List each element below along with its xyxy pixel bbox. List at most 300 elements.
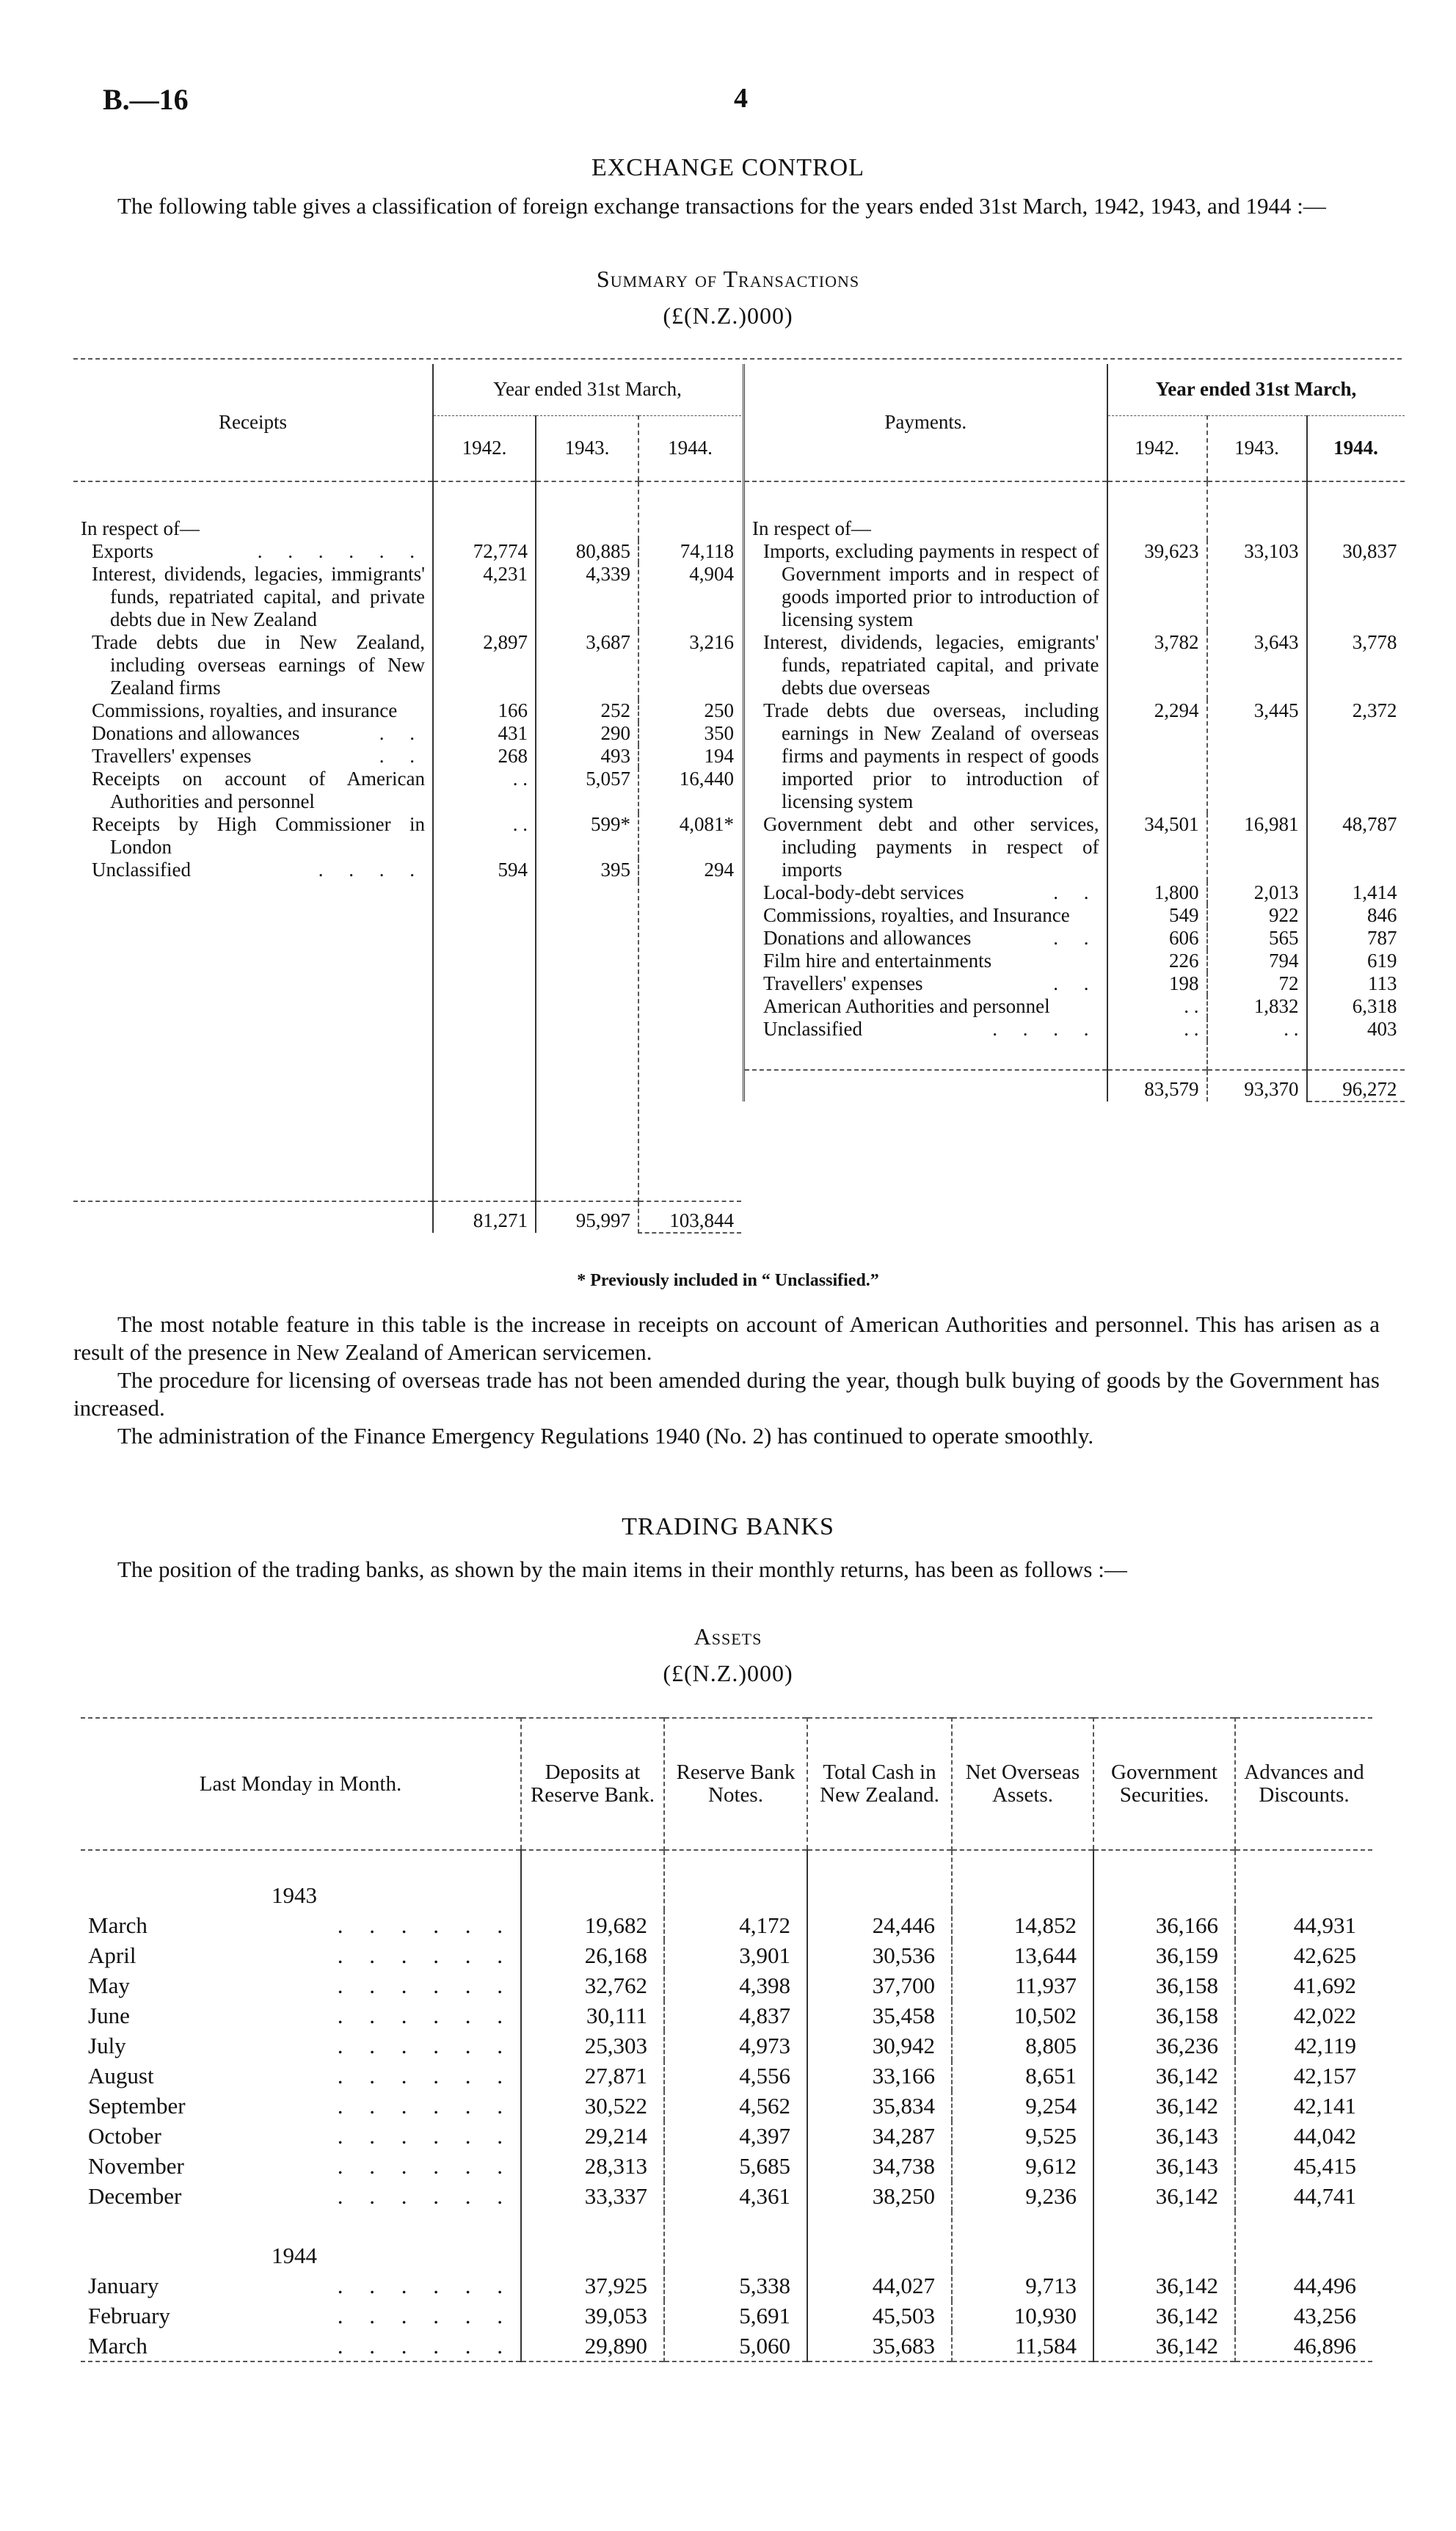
value-net: 8,651 [952,2061,1093,2091]
payments-spacer-row [744,1041,1405,1070]
value-reserve: 4,556 [664,2061,807,2091]
receipts-value-1942: 72,774 [433,540,536,563]
row-label-text: Travellers' expenses [92,745,252,767]
month-label [81,2151,521,2181]
year-row [81,2211,1372,2270]
value-total: 45,503 [807,2301,952,2331]
value-government: 36,142 [1093,2270,1235,2301]
commentary-paragraph: The administration of the Finance Emergency Regulations 1940 (No. 2) has continued to operate smoothly. [117,1423,1094,1449]
payments-value-1943: . . [1207,1018,1307,1041]
value-net: 10,502 [952,2000,1093,2031]
value-deposits: 27,871 [521,2061,664,2091]
receipts-intro-text: In respect of— [81,517,200,539]
month-name: December [88,2183,182,2209]
leader-dots: . . . . . . [337,2033,513,2058]
receipts-row-label [73,631,433,699]
month-label [81,1970,521,2000]
receipts-row-label [73,859,433,881]
table-row [73,768,741,813]
receipts-empty-cell [638,481,741,540]
row-label-text: Trade debts due overseas, including earnings in New Zealand of overseas firms and payments in respect of goods imported prior to introduction of licensing system [763,699,1099,812]
column-header-0: Last Monday in Month. [199,1771,402,1796]
value-net: 11,584 [952,2331,1093,2361]
table-row [81,2061,1372,2091]
payments-total-1943: 93,370 [1207,1070,1307,1101]
value-government: 36,159 [1093,1940,1235,1970]
month-label [81,2301,521,2331]
empty-cell [952,1850,1093,1910]
row-label-text: Commissions, royalties, and Insurance [763,904,1070,926]
value-advances: 45,415 [1235,2151,1372,2181]
payments-value-1944: 113 [1307,972,1405,995]
table-row [744,927,1405,950]
receipts-value-1943: 252 [536,699,638,722]
value-total: 34,738 [807,2151,952,2181]
table-row [744,813,1405,881]
table-row [73,540,741,563]
receipts-value-1944: 3,216 [638,631,741,699]
month-name: April [88,1942,136,1968]
receipts-value-1943: 290 [536,722,638,745]
payments-value-1943: 1,832 [1207,995,1307,1018]
value-total: 33,166 [807,2061,952,2091]
row-label-text: Government debt and other services, including payments in respect of imports [763,813,1099,881]
value-advances: 43,256 [1235,2301,1372,2331]
exchange-intro-text: The following table gives a classification of foreign exchange transactions for the years ended 31st March, 1942, 1943, and 1944 :— [117,193,1326,219]
empty-cell [807,1850,952,1910]
value-reserve: 5,691 [664,2301,807,2331]
value-reserve: 5,685 [664,2151,807,2181]
leader-dots: . . [1053,881,1099,903]
value-government: 36,166 [1093,1910,1235,1940]
receipts-value-1943: 5,057 [536,768,638,813]
table-row [744,540,1405,631]
table-row [73,813,741,859]
receipts-totals-row [73,1201,741,1233]
value-reserve: 4,562 [664,2091,807,2121]
payments-value-1944: 2,372 [1307,699,1405,813]
row-label-text: Interest, dividends, legacies, emigrants' funds, repatriated capital, and private debts due overseas [763,631,1099,699]
banks-intro [73,1556,1380,1584]
row-label-text: Trade debts due in New Zealand, including overseas earnings of New Zealand firms [92,631,425,699]
payments-row-label [744,631,1107,699]
value-total: 24,446 [807,1910,952,1940]
page-number: 4 [734,83,748,114]
value-government: 36,142 [1093,2061,1235,2091]
spacer [73,881,433,1201]
payments-value-1943: 794 [1207,950,1307,972]
receipts-value-1943: 395 [536,859,638,881]
payments-value-1943: 33,103 [1207,540,1307,631]
receipts-value-1942: 4,231 [433,563,536,631]
leader-dots: . . . . . . [337,2303,513,2328]
value-net: 13,644 [952,1940,1093,1970]
value-advances: 42,157 [1235,2061,1372,2091]
value-deposits: 29,214 [521,2121,664,2151]
row-label-text: Receipts by High Commissioner in London [92,813,425,858]
receipts-table [73,364,741,1234]
table-row [81,2151,1372,2181]
payments-value-1943: 3,445 [1207,699,1307,813]
receipts-row-label [73,768,433,813]
payments-value-1942: 198 [1107,972,1207,995]
month-name: November [88,2153,184,2179]
column-header-1: Deposits at Reserve Bank. [521,1718,664,1850]
payments-row-label [744,904,1107,927]
leader-dots: . . [379,745,425,767]
month-name: March [88,2333,148,2359]
month-label [81,2331,521,2361]
value-deposits: 39,053 [521,2301,664,2331]
assets-table-title: Assets [694,1623,762,1650]
row-label-text: Commissions, royalties, and insurance [92,699,398,721]
value-total: 44,027 [807,2270,952,2301]
value-advances: 44,741 [1235,2181,1372,2211]
receipts-empty-cell [536,481,638,540]
payments-value-1942: 549 [1107,904,1207,927]
receipts-header: Receipts [73,364,433,481]
table-row [73,859,741,881]
leader-dots: . . [379,722,425,744]
month-label [81,2270,521,2301]
exchange-intro [73,192,1380,220]
commentary-paragraph: The procedure for licensing of overseas trade has not been amended during the year, though bulk buying of goods by the Government has increased. [73,1367,1380,1421]
table-row [81,1910,1372,1940]
table-row [73,699,741,722]
table-row [81,2301,1372,2331]
payments-row-label [744,995,1107,1018]
value-deposits: 30,522 [521,2091,664,2121]
table-row [744,699,1405,813]
value-government: 36,143 [1093,2121,1235,2151]
payments-row-label [744,950,1107,972]
empty-cell [1235,1850,1372,1910]
month-name: October [88,2123,161,2149]
receipts-value-1942: 2,897 [433,631,536,699]
banks-intro-text: The position of the trading banks, as shown by the main items in their monthly returns, has been as follows :— [117,1556,1127,1582]
row-label-text: Unclassified [92,859,191,881]
receipts-row-label [73,813,433,859]
payments-value-1942: 606 [1107,927,1207,950]
payments-value-1942: 3,782 [1107,631,1207,699]
payments-value-1943: 2,013 [1207,881,1307,904]
value-deposits: 32,762 [521,1970,664,2000]
table-row [744,1018,1405,1041]
leader-dots: . . . . . . [337,2153,513,2179]
month-name: March [88,1912,148,1938]
row-label-text: Local-body-debt services [763,881,964,903]
value-government: 36,236 [1093,2031,1235,2061]
value-total: 37,700 [807,1970,952,2000]
table-row [73,563,741,631]
receipts-value-1943: 4,339 [536,563,638,631]
payments-value-1942: 2,294 [1107,699,1207,813]
receipts-value-1944: 4,904 [638,563,741,631]
column-header-6: Advances and Discounts. [1235,1718,1372,1850]
year-label: 1944 [272,2243,317,2268]
value-net: 8,805 [952,2031,1093,2061]
value-net: 9,612 [952,2151,1093,2181]
exchange-commentary [73,1311,1380,1450]
month-label [81,1940,521,1970]
payments-value-1943: 922 [1207,904,1307,927]
value-reserve: 4,361 [664,2181,807,2211]
empty-cell [952,2211,1093,2270]
payments-row-label [744,881,1107,904]
value-net: 9,254 [952,2091,1093,2121]
payments-total-1942: 83,579 [1107,1070,1207,1101]
value-reserve: 4,973 [664,2031,807,2061]
payments-value-1942: . . [1107,995,1207,1018]
receipts-intro-label [73,481,433,540]
month-name: August [88,2063,154,2088]
receipts-row-label [73,745,433,768]
receipts-value-1944: 294 [638,859,741,881]
payments-year-1944: 1944. [1307,415,1405,481]
receipts-spacer-row [73,881,741,1201]
month-label [81,2061,521,2091]
value-advances: 44,496 [1235,2270,1372,2301]
value-advances: 46,896 [1235,2331,1372,2361]
row-label-text: American Authorities and personnel [763,995,1050,1017]
payments-value-1942: 1,800 [1107,881,1207,904]
value-deposits: 25,303 [521,2031,664,2061]
value-reserve: 4,398 [664,1970,807,2000]
payments-value-1944: 30,837 [1307,540,1405,631]
row-label-text: Unclassified [763,1018,862,1040]
value-total: 35,683 [807,2331,952,2361]
exchange-control-heading: EXCHANGE CONTROL [591,154,865,181]
receipts-intro-row [73,481,741,540]
leader-dots: . . . . . . [337,2183,513,2209]
empty-cell [664,1850,807,1910]
value-deposits: 26,168 [521,1940,664,1970]
value-total: 35,458 [807,2000,952,2031]
payments-empty-cell [1207,481,1307,540]
payments-value-1944: 787 [1307,927,1405,950]
month-label [81,2091,521,2121]
value-total: 30,942 [807,2031,952,2061]
value-deposits: 37,925 [521,2270,664,2301]
payments-table [743,364,1405,1102]
summary-table-top-rule [73,358,1402,360]
receipts-empty-cell [433,481,536,540]
receipts-value-1943: 599* [536,813,638,859]
spacer [744,1041,1107,1070]
row-label-text: Imports, excluding payments in respect of Government imports and in respect of goods imported prior to introduction of licensing system [763,540,1099,630]
leader-dots: . . . . [992,1018,1099,1040]
value-reserve: 4,172 [664,1910,807,1940]
table-row [81,1940,1372,1970]
trading-banks-heading: TRADING BANKS [622,1513,834,1540]
value-reserve: 3,901 [664,1940,807,1970]
value-total: 38,250 [807,2181,952,2211]
receipts-value-1944: 350 [638,722,741,745]
assets-units: (£(N.Z.)000) [663,1660,793,1686]
payments-row-label [744,927,1107,950]
receipts-value-1943: 493 [536,745,638,768]
payments-value-1944: 403 [1307,1018,1405,1041]
table-row [81,1970,1372,2000]
year-label: 1943 [272,1882,317,1908]
leader-dots: . . . . . . [337,2273,513,2298]
receipts-value-1942: 431 [433,722,536,745]
receipts-value-1943: 3,687 [536,631,638,699]
value-advances: 42,141 [1235,2091,1372,2121]
leader-dots: . . . . . . [337,2123,513,2149]
leader-dots: . . [1053,927,1099,949]
payments-value-1942: 34,501 [1107,813,1207,881]
spacer [433,881,536,1201]
payments-value-1944: 3,778 [1307,631,1405,699]
year-row [81,1850,1372,1910]
value-deposits: 28,313 [521,2151,664,2181]
payments-value-1944: 1,414 [1307,881,1405,904]
table-row [744,950,1405,972]
value-advances: 42,625 [1235,1940,1372,1970]
receipts-total-1944: 103,844 [638,1201,741,1233]
month-name: September [88,2093,186,2119]
table-row [81,2181,1372,2211]
payments-value-1942: 226 [1107,950,1207,972]
empty-cell [521,1850,664,1910]
table-row [81,2000,1372,2031]
table-row [81,2031,1372,2061]
leader-dots: . . [1053,972,1099,994]
table-row [73,745,741,768]
leader-dots: . . . . . . [337,2003,513,2028]
totals-label [73,1201,433,1233]
month-name: January [88,2273,159,2298]
table-row [81,2331,1372,2361]
month-name: May [88,1973,130,1998]
table-row [73,631,741,699]
value-government: 36,158 [1093,2000,1235,2031]
receipts-total-1942: 81,271 [433,1201,536,1233]
leader-dots: . . . . . . [337,2063,513,2088]
leader-dots: . . . . . . [337,1942,513,1968]
value-government: 36,142 [1093,2181,1235,2211]
value-government: 36,158 [1093,1970,1235,2000]
payments-header: Payments. [744,364,1107,481]
table-row [73,722,741,745]
payments-value-1942: . . [1107,1018,1207,1041]
payments-value-1944: 846 [1307,904,1405,927]
value-reserve: 4,397 [664,2121,807,2151]
value-government: 36,143 [1093,2151,1235,2181]
receipts-row-label [73,540,433,563]
payments-row-label [744,699,1107,813]
payments-empty-cell [1307,481,1405,540]
table-row [81,2121,1372,2151]
leader-dots: . . . . . . [337,2093,513,2119]
value-government: 36,142 [1093,2091,1235,2121]
payments-row-label [744,540,1107,631]
receipts-value-1942: 268 [433,745,536,768]
value-net: 14,852 [952,1910,1093,1940]
commentary-paragraph: The most notable feature in this table is the increase in receipts on account of American Authorities and personnel. This has arisen as a result of the presence in New Zealand of American servicemen. [73,1311,1380,1365]
page-reference: B.—16 [103,83,189,116]
leader-dots: . . . . . . [337,1912,513,1938]
value-advances: 44,931 [1235,1910,1372,1940]
empty-cell [664,2211,807,2270]
value-advances: 44,042 [1235,2121,1372,2151]
value-total: 35,834 [807,2091,952,2121]
receipts-year-group-header: Year ended 31st March, [433,364,741,415]
payments-value-1942: 39,623 [1107,540,1207,631]
table-row [744,972,1405,995]
value-net: 9,236 [952,2181,1093,2211]
row-label-text: Donations and allowances [92,722,300,744]
column-header-5: Government Securities. [1093,1718,1235,1850]
receipts-value-1944: 250 [638,699,741,722]
row-label-text: Receipts on account of American Authorities and personnel [92,768,425,812]
empty-cell [1093,1850,1235,1910]
payments-intro-label [744,481,1107,540]
value-total: 30,536 [807,1940,952,1970]
month-label [81,2121,521,2151]
row-label-text: Travellers' expenses [763,972,923,994]
leader-dots: . . . . . . [257,540,425,562]
value-advances: 42,119 [1235,2031,1372,2061]
table-row [81,2270,1372,2301]
receipts-value-1943: 80,885 [536,540,638,563]
payments-value-1944: 48,787 [1307,813,1405,881]
value-deposits: 33,337 [521,2181,664,2211]
empty-cell [1093,2211,1235,2270]
payments-totals-row [744,1070,1405,1101]
month-label [81,2031,521,2061]
spacer [638,881,741,1201]
receipts-total-1943: 95,997 [536,1201,638,1233]
row-label-text: Interest, dividends, legacies, immigrants' funds, repatriated capital, and private debts due in New Zealand [92,563,425,630]
receipts-value-1942: . . [433,813,536,859]
empty-cell [807,2211,952,2270]
spacer [536,881,638,1201]
receipts-value-1944: 4,081* [638,813,741,859]
summary-units: (£(N.Z.)000) [663,302,793,329]
value-net: 9,713 [952,2270,1093,2301]
summary-table-title: Summary of Transactions [596,266,860,292]
leader-dots: . . . . . . [337,2333,513,2359]
value-advances: 42,022 [1235,2000,1372,2031]
payments-year-1943: 1943. [1207,415,1307,481]
value-government: 36,142 [1093,2331,1235,2361]
receipts-value-1942: . . [433,768,536,813]
value-reserve: 5,060 [664,2331,807,2361]
leader-dots: . . . . [318,859,425,881]
value-reserve: 4,837 [664,2000,807,2031]
receipts-value-1944: 194 [638,745,741,768]
payments-year-1942: 1942. [1107,415,1207,481]
payments-intro-row [744,481,1405,540]
value-net: 11,937 [952,1970,1093,2000]
payments-value-1943: 16,981 [1207,813,1307,881]
table-row [744,904,1405,927]
payments-value-1944: 619 [1307,950,1405,972]
payments-value-1943: 3,643 [1207,631,1307,699]
payments-intro-text: In respect of— [752,517,871,539]
receipts-year-1944: 1944. [638,415,741,481]
receipts-value-1944: 74,118 [638,540,741,563]
column-header-2: Reserve Bank Notes. [664,1718,807,1850]
leader-dots: . . . . . . [337,1973,513,1998]
month-label [81,2000,521,2031]
empty-cell [1235,2211,1372,2270]
receipts-year-1943: 1943. [536,415,638,481]
totals-label [744,1070,1107,1101]
summary-footnote: * Previously included in “ Unclassified.” [577,1271,879,1290]
